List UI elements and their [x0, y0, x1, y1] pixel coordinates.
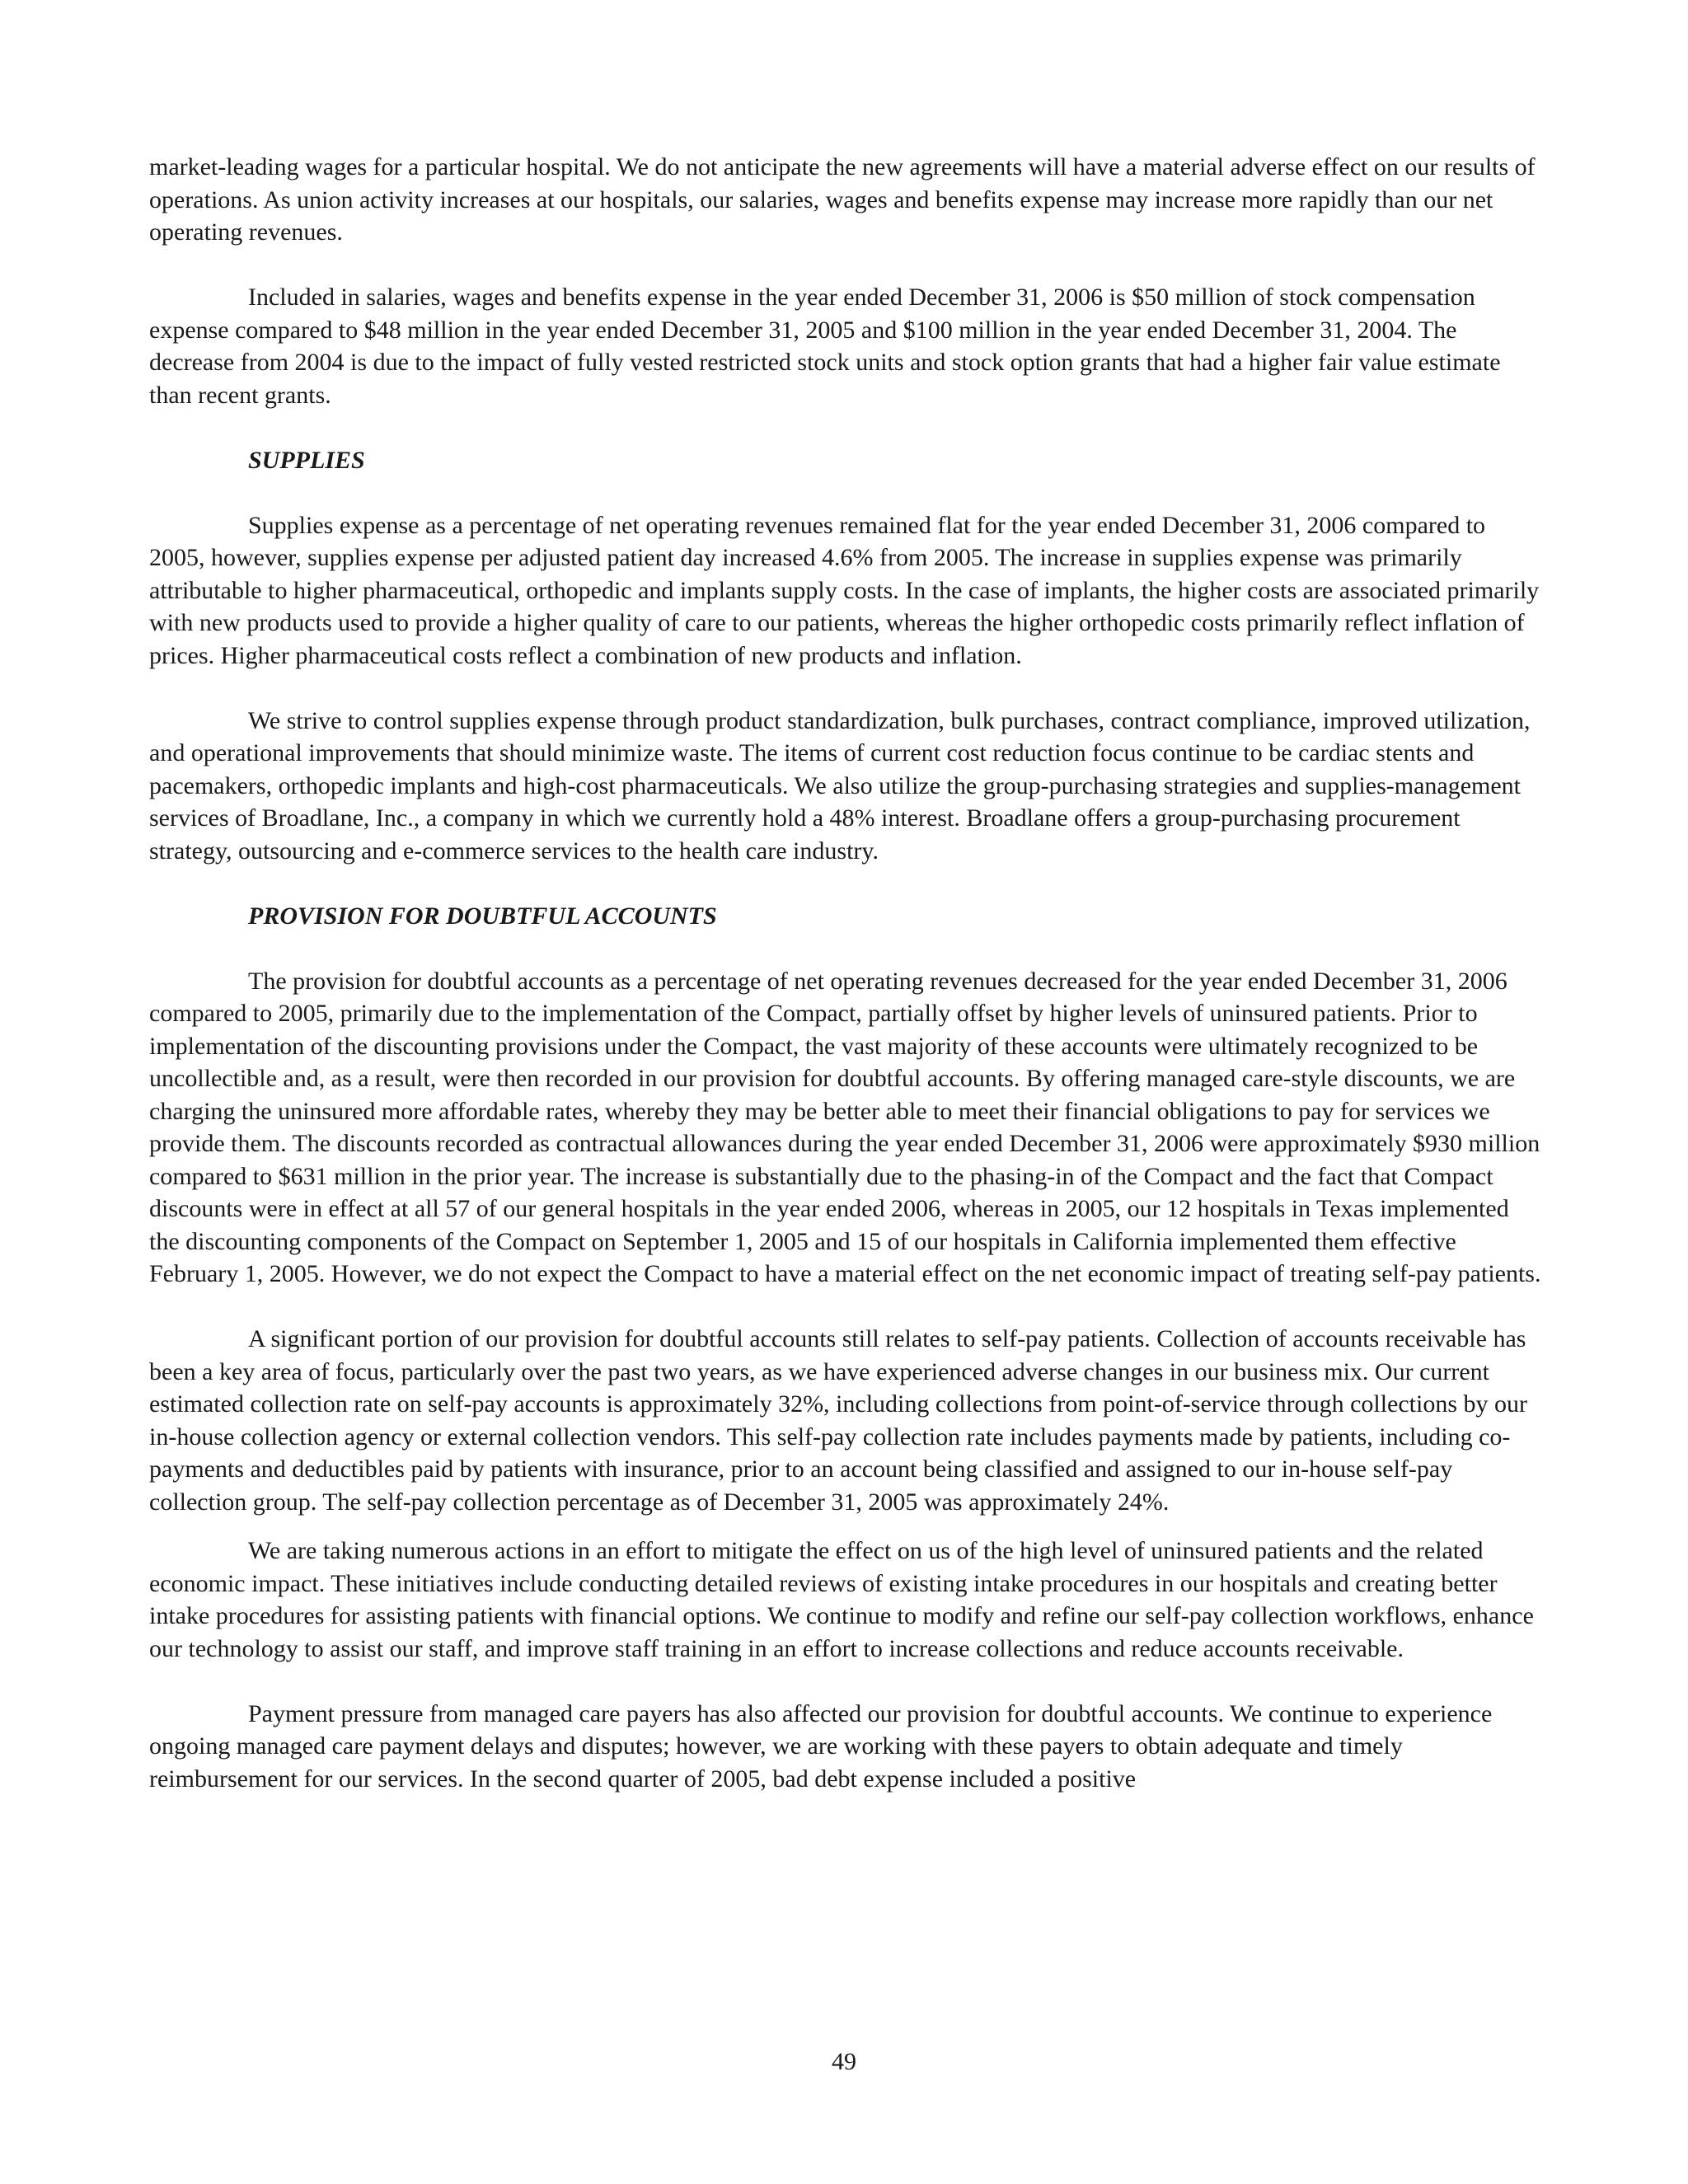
paragraph-union-wages: market-leading wages for a particular hospital. We do not anticipate the new agreements will have a material adverse effect on our results of operations. As union activity increases at our hospitals, our salaries, wages and benefits expense may increase more rapidly than our net operating revenues.: [149, 153, 1536, 246]
document-page: [149, 151, 1542, 1828]
paragraph-supplies-expense: Supplies expense as a percentage of net operating revenues remained flat for the year ended December 31, 2006 compared to 2005, however, supplies expense per adjusted patient day increased 4.6% from 2005. The increase in supplies expense was primarily attributable to higher pharmaceutical, orthopedic and implants supply costs. In the case of implants, the higher costs are associated primarily with new products used to provide a higher quality of care to our patients, whereas the higher orthopedic costs primarily reflect inflation of prices. Higher pharmaceutical costs reflect a combination of new products and inflation.: [149, 511, 1540, 669]
heading-provision-doubtful-accounts: PROVISION FOR DOUBTFUL ACCOUNTS: [248, 902, 717, 930]
heading-supplies: SUPPLIES: [248, 446, 365, 474]
paragraph-stock-compensation: Included in salaries, wages and benefits expense in the year ended December 31, 2006 is $50 million of stock compensation expense compared to $48 million in the year ended December 31, 2005 and $100 million in the year ended December 31, 2004. The decrease from 2004 is due to the impact of fully vested restricted stock units and stock option grants that had a higher fair value estimate than recent grants.: [149, 284, 1501, 409]
paragraph-uninsured-actions: We are taking numerous actions in an effort to mitigate the effect on us of the high level of uninsured patients and the related economic impact. These initiatives include conducting detailed reviews of existing intake procedures in our hospitals and creating better intake procedures for assisting patients with financial options. We continue to modify and refine our self-pay collection workflows, enhance our technology to assist our staff, and improve staff training in an effort to increase collections and reduce accounts receivable.: [149, 1537, 1534, 1662]
paragraph-self-pay-collection: A significant portion of our provision for doubtful accounts still relates to self-pay patients. Collection of accounts receivable has been a key area of focus, particularly over the past two years, as we have experienced adverse changes in our business mix. Our current estimated collection rate on self-pay accounts is approximately 32%, including collections from point-of-service through collections by our in-house collection agency or external collection vendors. This self-pay collection rate includes payments made by patients, including co-payments and deductibles paid by patients with insurance, prior to an account being classified and assigned to our in-house self-pay collection group. The self-pay collection percentage as of December 31, 2005 was approximately 24%.: [149, 1325, 1528, 1516]
paragraph-supplies-control: We strive to control supplies expense through product standardization, bulk purchases, contract compliance, improved utilization, and operational improvements that should minimize waste. The items of current cost reduction focus continue to be cardiac stents and pacemakers, orthopedic implants and high-cost pharmaceuticals. We also utilize the group-purchasing strategies and supplies-management services of Broadlane, Inc., a company in which we currently hold a 48% interest. Broadlane offers a group-purchasing procurement strategy, outsourcing and e-commerce services to the health care industry.: [149, 706, 1531, 865]
page-number: 49: [832, 2048, 856, 2075]
paragraph-managed-care-payers: Payment pressure from managed care payers has also affected our provision for doubtful accounts. We continue to experience ongoing managed care payment delays and disputes; however, we are working with these payers to obtain adequate and timely reimbursement for our services. In the second quarter of 2005, bad debt expense included a positive: [149, 1699, 1493, 1793]
paragraph-provision-compact: The provision for doubtful accounts as a percentage of net operating revenues decreased for the year ended December 31, 2006 compared to 2005, primarily due to the implementation of the Compact, partially offset by higher levels of uninsured patients. Prior to implementation of the discounting provisions under the Compact, the vast majority of these accounts were ultimately recognized to be uncollectible and, as a result, were then recorded in our provision for doubtful accounts. By offering managed care-style discounts, we are charging the uninsured more affordable rates, whereby they may be better able to meet their financial obligations to pay for services we provide them. The discounts recorded as contractual allowances during the year ended December 31, 2006 were approximately $930 million compared to $631 million in the prior year. The increase is substantially due to the phasing-in of the Compact and the fact that Compact discounts were in effect at all 57 of our general hospitals in the year ended 2006, whereas in 2005, our 12 hospitals in Texas implemented the discounting components of the Compact on September 1, 2005 and 15 of our hospitals in California implemented them effective February 1, 2005. However, we do not expect the Compact to have a material effect on the net economic impact of treating self-pay patients.: [149, 967, 1541, 1287]
